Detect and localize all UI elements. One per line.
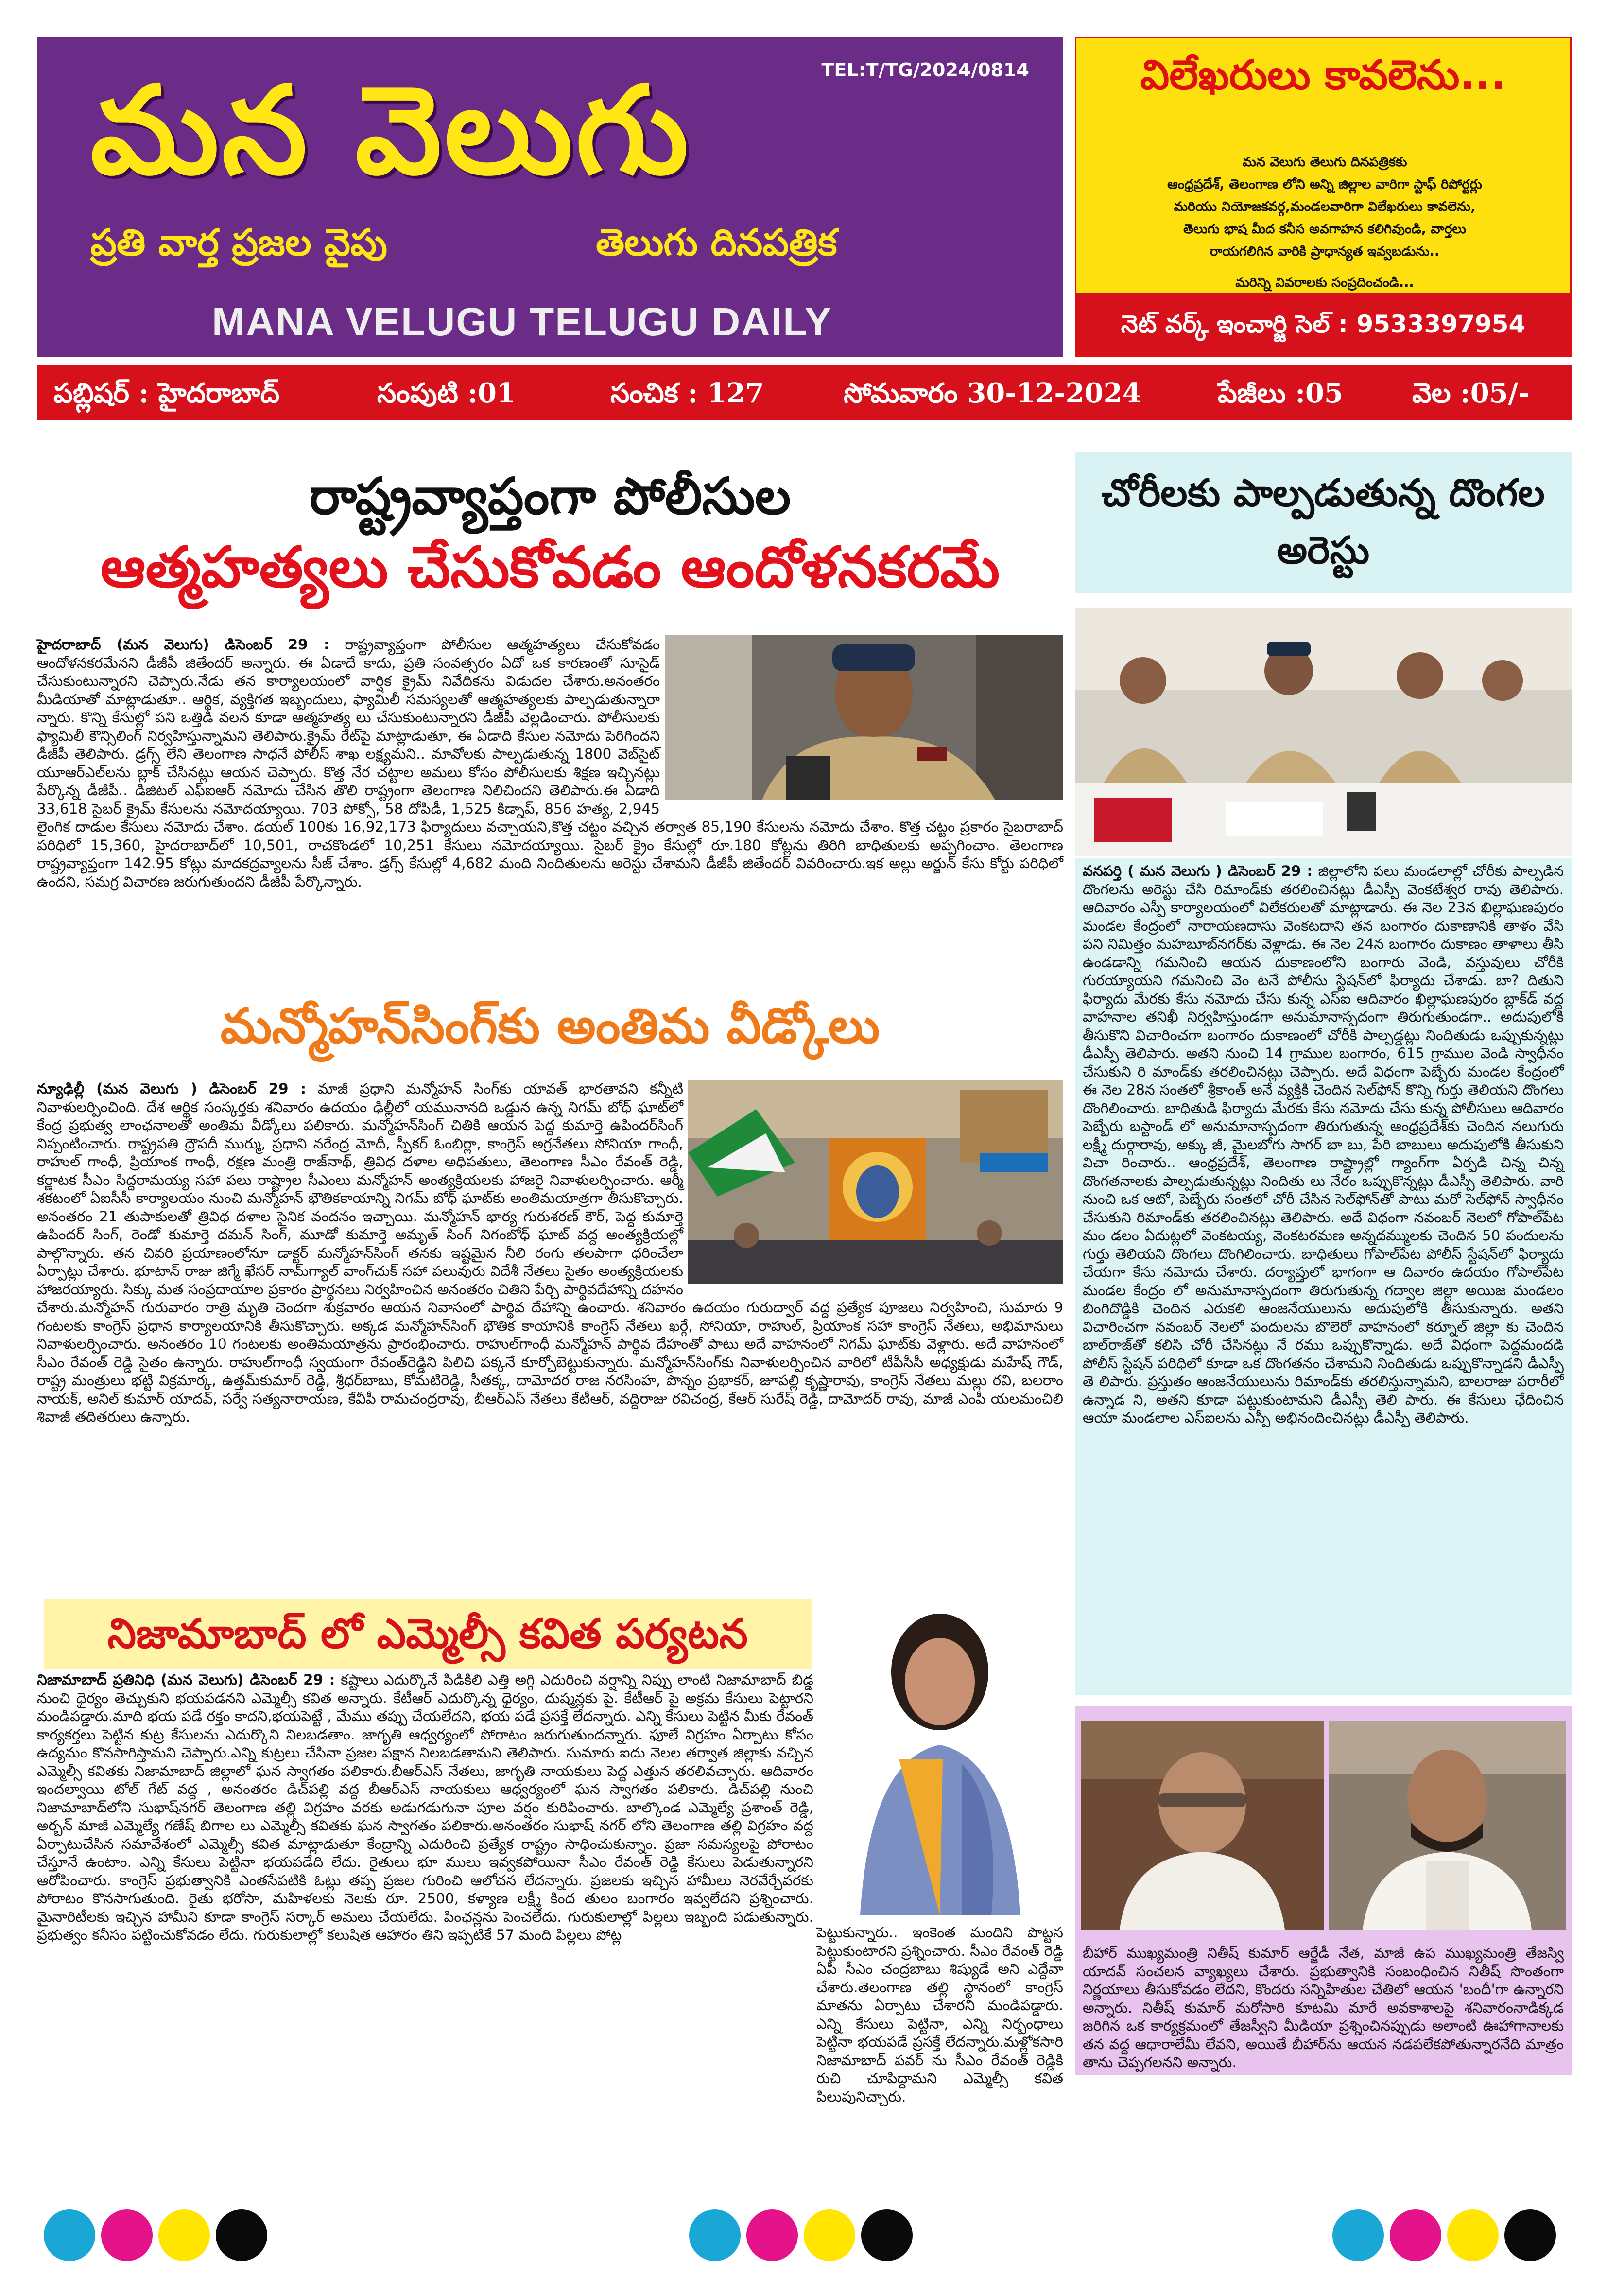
issue-number: సంచిక : 127 (610, 377, 764, 409)
ad-line: తెలుగు భాష మీద కనీస అవగాహన కలిగివుండి, వార్తలు (1183, 222, 1467, 237)
right-story1-body (1075, 858, 1572, 1695)
recruitment-ad (1075, 37, 1572, 357)
photo-spacer (683, 1080, 1063, 1287)
issue-info-bar (37, 365, 1572, 420)
ad-line: ఆంధ్రప్రదేశ్, తెలంగాణ లోని అన్ని జిల్లాల వారిగా స్టాఫ్ రిపోర్టర్లు (1167, 177, 1482, 192)
newspaper-tagline: ప్రతి వార్త ప్రజల వైపు (90, 221, 387, 264)
right-story2-body: బీహార్ ముఖ్యమంత్రి నితీష్ కుమార్ ఆర్జేడీ నేత, మాజీ ఉప ముఖ్యమంత్రి తేజస్వి యాదవ్ సంచలన వ్యాఖ్యలు చేశారు. ప్రభుత్వానికి సంబంధించిన నితీష్ సొంతంగా నిర్ణయాలు తీసుకోవడం లేదని, కొందరు సన్నిహితుల చేతిలో ఆయన 'బందీ'గా ఉన్నారని అన్నారు. నితీష్ కుమార్ మరోసారి కూటమి మారే అవకాశాలపై శనివారంనాడిక్కడ జరిగిన ఒక కార్యక్రమంలో తేజస్వీని మీడియా ప్రశ్నించినప్పుడు అలాంటి ఊహాగానాలకు తన వద్ద ఆధారాలేమీ లేవని, అయితే బీహార్‌ను ఆయన నడపలేకపోతున్నారనేది మాత్రం తాను చెప్పగలనని అన్నారు. (1083, 1945, 1564, 2070)
newspaper-title-telugu: మన వెలుగు (90, 60, 691, 201)
registration-mark-magenta (746, 2209, 798, 2261)
issue-date: సోమవారం 30-12-2024 (844, 377, 1141, 409)
story1-body (37, 636, 1063, 986)
right-story2-photo-nitish-kumar (1081, 1721, 1324, 1930)
registration-mark-cyan (44, 2209, 95, 2261)
volume: సంపుటి :01 (377, 377, 516, 409)
story3-text: కష్టాలు ఎదుర్కొనే పిడికిలి ఎత్తి అగ్గి ఎదురించి వర్షాన్ని నిప్పు లాంటి నిజామాబాద్ బిడ్డ నుంచి ధైర్యం తెచ్చుకుని భయపడనని ఎమ్మెల్సీ కవిత అన్నారు. కేటీఆర్ ఎదుర్కొన్న ధైర్యం, దుష్మన్లకు పై. కేటీఆర్ పై అక్రమ కేసులు పెట్టారని మండిపడ్డారు.మాది భయ పడే రక్తం కాదని,భయపెట్టే , మేము తప్పు చేయలేదని, భయ పడే ప్రసక్తే లేదన్నారు. ఎన్ని కేసులు పెట్టిన మీకు రేవంత్ కార్యకర్తలు పెట్టిన కుట్ర కేసులను ఎదుర్కొని నిలబడతాం. జాగృతి ఆధ్వర్యంలో పోరాటం జరుగుతుందన్నారు. ఫూలే విగ్రహం ఏర్పాటు కోసం ఉద్యమం కొనసాగిస్తామని చెప్పారు.ఎన్ని కుట్రలు చేసినా ప్రజల పక్షాన నిలబడతామని తెలిపారు. సుమారు ఐదు నెలల తర్వాత జిల్లాకు వచ్చిన ఎమ్మెల్సీ కవితకు నిజామాబాద్ జిల్లాలో ఘన స్వాగతం పలికారు.బీఆర్ఎస్ నేతలు, జాగృతి నాయకులు పెద్ద ఎత్తున తరలివచ్చారు. ఆదివారం ఇందల్వాయి టోల్ గేట్ వద్ద , అనంతరం డిచ్‌పల్లి వద్ద బీఆర్ఎస్ నాయకులు ఆధ్వర్యంలో ఘన స్వాగతం పలికారు. డిచ్‌పల్లి నుంచి నిజామాబాద్‌లోని సుభాష్‌నగర్ తెలంగాణ తల్లి విగ్రహం వరకు అడుగడుగునా పూల వర్షం కురిపించారు. బాల్కొండ ఎమ్మెల్యే ప్రశాంత్ రెడ్డి, అర్బన్ మాజీ ఎమ్మెల్యే గణేష్ బిగాల లు ఎమ్మెల్సీ కవితకు ఘన స్వాగతం పలికారు.అనంతరం సుభాష్ నగర్ లోని తెలంగాణ తల్లి విగ్రహం వద్ద ఏర్పాటుచేసిన సమావేశంలో ఎమ్మెల్సీ కవిత మాట్లాడుతూ కేంద్రాన్ని ఎదురించి ప్రత్యేక రాష్ట్రం సాధించుకున్నాం. ప్రజా సమస్యలపై పోరాటం చేస్తూనే ఉంటాం. ఎన్ని కేసులు పెట్టినా భయపడేది లేదు. రైతులు భూ ములు ఇవ్వకపోయినా సీఎం రేవంత్ రెడ్డి కేసులు పెడుతున్నారని ఆరోపించారు. కాంగ్రెస్ ప్రభుత్వానికి ఎంతసేపటికి ఓట్లు తప్ప ప్రజల గురించి ఆలోచన లేదన్నారు. ప్రజలకు ఇచ్చిన హామీలు నెరవేర్చేవరకు పోరాటం కొనసాగుతుంది. రైతు భరోసా, మహిళలకు నెలకు రూ. 2500, కళ్యాణ లక్ష్మీ కింద తులం బంగారం ఇవ్వలేదని ప్రశ్నించారు. మైనారిటీలకు ఇచ్చిన హామీని కూడా కాంగ్రెస్ సర్కార్ అమలు చేయలేదు. పింఛన్లను పెంచలేదు. గురుకులాల్లో పిల్లలు ఇబ్బంది పడుతున్నారు. ప్రభుత్వం కనీసం పట్టించుకోవడం లేదు. గురుకులాల్లో కలుషిత ఆహారం తిని ఇప్పటికే 57 మంది పిల్లలు పోట్ల (37, 1671, 813, 1943)
registration-mark-cyan (689, 2209, 741, 2261)
ad-body (1091, 151, 1558, 294)
registration-mark-black (861, 2209, 913, 2261)
story1-headline-line1: రాష్ట్రవ్యాప్తంగా పోలీసుల (309, 467, 791, 526)
photo-spacer (660, 636, 1063, 804)
registration-mark-cyan (1332, 2209, 1384, 2261)
price: వెల :05/- (1412, 377, 1530, 409)
ad-heading: విలేఖరులు కావలెను... (1076, 38, 1570, 111)
ad-line: మన వెలుగు తెలుగు దినపత్రికకు (1242, 155, 1407, 170)
page-count: పేజీలు :05 (1218, 377, 1343, 409)
registration-mark-yellow (804, 2209, 855, 2261)
story3-headline: నిజామాబాద్ లో ఎమ్మెల్సీ కవిత పర్యటన (107, 1610, 748, 1657)
story2-dateline: న్యూఢిల్లీ (మన వెలుగు ) డిసెంబర్ 29 : (37, 1080, 307, 1097)
newspaper-title-english: MANA VELUGU TELUGU DAILY (212, 300, 832, 344)
story1-text: రాష్ట్రవ్యాప్తంగా పోలీసుల ఆత్మహత్యలు చేసుకోవడం ఆందోళనకరమేనని డీజీపీ జితేందర్ అన్నారు. ఈ ఏడాదే కాదు, ప్రతి సంవత్సరం ఏదో ఒక కారణంతో సూసైడ్ చేసుకుంటున్నారని చెప్పారు.నేడు తన కార్యాలయంలో వార్షిక క్రైమ్ నివేదికను విడుదల చేశారు.అనంతరం మీడియాతో మాట్లాడుతూ.. ఆర్థిక, వ్యక్తిగత ఇబ్బందులు, ఫ్యామిలీ సమస్యలతో ఆత్మహత్యలకు పాల్పడుతున్నారా న్నారు. కొన్ని కేసుల్లో పని ఒత్తిడి వలన కూడా ఆత్మహత్య లు చేసుకుంటున్నారని డీజీపీ వెల్లడించారు. పోలీసులకు ఫ్యామిలీ కౌన్సిలింగ్ నిర్వహిస్తున్నామని తెలిపారు.క్రైమ్ రేట్‌పై మాట్లాడుతూ, ఈ ఏడాది కేసుల నమోదు పెరిగిందని డీజీపీ తెలిపారు. డ్రగ్స్ లేని తెలంగాణ సాధనే పోలీస్ శాఖ లక్ష్యమని.. మావోలకు పాల్పడుతున్న 1800 వెబ్‌సైట్ యూఆర్‌ఎల్‌లను బ్లాక్ చేసినట్లు ఆయన చెప్పారు. కొత్త నేర చట్టాల అమలు కోసం పోలీసులకు శిక్షణ ఇచ్చినట్లు పేర్కొన్న డీజీపీ.. డిజిటల్ ఎఫ్ఐఆర్ నమోదు చేసిన తొలి రాష్ట్రంగా తెలంగాణ నిలిచిందని తెలిపారు.ఈ ఏడాది 33,618 సైబర్ క్రైమ్ కేసులను నమోదయ్యాయి. 703 పోక్సో, 58 దోపిడీ, 1,525 కిడ్నాప్, 856 హత్య, 2,945 లైంగిక దాడుల కేసులు నమోదు చేశాం. డయల్ 100కు 16,92,173 ఫిర్యాదులు వచ్చాయని,కొత్త చట్టం వచ్చిన తర్వాత 85,190 కేసులను నమోదు చేశాం. కొత్త చట్టం ప్రకారం సైబరాబాద్ పరిధిలో 15,360, హైదరాబాద్‌లో 10,501, రాచకొండలో 10,251 కేసులు నమోదయ్యాయి. సైబర్ క్రైం కేసుల్లో రూ.180 కోట్లను తిరిగి బాధితులకు అప్పగించాం. తెలంగాణ రాష్ట్రవ్యాప్తంగా 142.95 కోట్లు మాదకద్రవ్యాలను సీజ్ చేశాం. డ్రగ్స్ కేసుల్లో 4,682 మంది నిందితులను అరెస్టు చేశామని డీజీపీ జితేందర్ వివరించారు.ఇక అల్లు అర్జున్ కేసు కోర్టు పరిధిలో ఉందని, సమగ్ర విచారణ జరుగుతుందని డీజీపీ పేర్కొన్నారు. (37, 636, 1063, 890)
story2-headline: మన్మోహన్‌సింగ్‌కు అంతిమ వీడ్కోలు (220, 997, 880, 1054)
story2-text: మాజీ ప్రధాని మన్మోహన్ సింగ్‌కు యావత్ భారతావని కన్నీటి నివాళులర్పించింది. దేశ ఆర్థిక సంస్కర్తకు శనివారం ఉదయం ఢిల్లీలో యమునానది ఒడ్డున ఉన్న నిగమ్ బోధ్ ఘాట్‌లో కేంద్ర ప్రభుత్వ లాంఛనాలతో అంతిమ వీడ్కోలు పలికారు. మన్మోహన్‌సింగ్ చితికి ఆయన పెద్ద కుమార్తె ఉపిందర్‌సింగ్ నిప్పంటించారు. రాష్ట్రపతి ద్రౌపదీ ముర్ము, ప్రధాని నరేంద్ర మోదీ, స్పీకర్ ఓంబిర్లా, కాంగ్రెస్ అగ్రనేతలు సోనియా గాంధీ, రాహుల్ గాంధీ, ప్రియాంక గాంధీ, రక్షణ మంత్రి రాజ్‌నాథ్, త్రివిధ దళాల అధిపతులు, తెలంగాణ సీఎం రేవంత్ రెడ్డి, కర్ణాటక సీఎం సిద్దరామయ్య సహా పలు రాష్ట్రాల సీఎంలు మన్మోహన్ అంత్యక్రియలకు హాజరై నివాళులర్పించారు. ఆర్మీ శకటంలో ఏఐసీసీ కార్యాలయం నుంచి మన్మోహన్ భౌతికకాయాన్ని నిగమ్ బోధ్ ఘాట్‌కు అంతిమయాత్రగా తీసుకొచ్చారు. అనంతరం 21 తుపాకులతో త్రివిధ దళాల సైనిక వందనం ఇచ్చాయి. మన్మోహన్ భార్య గురుశరణ్ కౌర్, పెద్ద కుమార్తె ఉపిందర్ సింగ్, రెండో కుమార్తె దమన్ సింగ్, మూడో కుమార్తె అమృత్ సింగ్ నిగంబోధ్ ఘాట్ వద్ద అంత్యక్రియల్లో పాల్గొన్నారు. తన చివరి ప్రయాణంలోనూ డాక్టర్ మన్మోహన్‌సింగ్ తనకు ఇష్టమైన నీలి రంగు తలపాగా ధరించేలా ఏర్పాట్లు చేశారు. భూటాన్ రాజు జిగ్మే ఖేసర్ నామ్‌గ్యాల్ వాంగ్‌చుక్ సహా పలువురు విదేశీ నేతలు సైతం అంత్యక్రియలకు హాజరయ్యారు. సిక్కు మత సంప్రదాయాల ప్రకారం ప్రార్థనలు నిర్వహించిన అనంతరం చితిని పేర్చి పార్థివదేహాన్ని దహనం చేశారు.మన్మోహన్ గురువారం రాత్రి మృతి చెందగా శుక్రవారం ఆయన నివాసంలో పార్థివ దేహాన్ని ఉంచారు. శనివారం ఉదయం గురుద్వార్ వద్ద ప్రత్యేక పూజలు నిర్వహించి, సుమారు 9 గంటలకు కాంగ్రెస్ ప్రధాన కార్యాలయానికి తీసుకొచ్చారు. అక్కడ మన్మోహన్‌సింగ్ భౌతిక కాయానికి కాంగ్రెస్ నేతలు ఖర్గే, సోనియా, రాహుల్, ప్రియాంక సహా కాంగ్రెస్ నేతలు, అభిమానులు నివాళులర్పించారు. అనంతరం 10 గంటలకు అంతిమయాత్రను ప్రారంభించారు. రాహుల్‌గాంధీ మన్మోహన్ పార్థివ దేహంతో పాటు అదే వాహనంలో నిగమ్ ఘాట్‌కు వెళ్లారు. అదే వాహనంలో సీఎం రేవంత్ రెడ్డి సైతం ఉన్నారు. రాహుల్‌గాంధీ స్వయంగా రేవంత్‌రెడ్డిని పిలిచి పక్కనే కూర్చోబెట్టుకున్నారు. మన్మోహన్‌సింగ్‌కు నివాళులర్పించిన వారిలో టీపీసీసీ అధ్యక్షుడు మహేష్ గౌడ్, రాష్ట్ర మంత్రులు భట్టి విక్రమార్క, ఉత్తమ్‌కుమార్ రెడ్డి, శ్రీధర్‌బాబు, కోమటిరెడ్డి, సీతక్క, దామోదర రాజ నరసింహ, పొన్నం ప్రభాకర్, జూపల్లి కృష్ణారావు, కాంగ్రెస్ నేతలు మల్లు రవి, బలరాం నాయక్, అనిల్ కుమార్ యాదవ్, సర్వే సత్యనారాయణ, కేవీపీ రామచంద్రరావు, బీఆర్ఎస్ నేతలు కేటీఆర్, వద్దిరాజు రవిచంద్ర, కేఆర్ సురేష్ రెడ్డి, దామోదర్ రావు, మాజీ ఎంపీ యలమంచిలి శివాజీ తదితరులు ఉన్నారు. (37, 1080, 1063, 1425)
ad-line: మరియు నియోజకవర్గ,మండలవారిగా విలేఖరులు కావలెను, (1174, 199, 1476, 214)
story1-headline-line2: ఆత్మహత్యలు చేసుకోవడం ఆందోళనకరమే (100, 535, 1000, 600)
story2-body (37, 1080, 1063, 1569)
story1-dateline: హైదరాబాద్ (మన వెలుగు) డిసెంబర్ 29 : (37, 636, 329, 653)
right-story1-photo-press-meet (1075, 608, 1572, 856)
registration-mark-black (216, 2209, 267, 2261)
registration-mark-yellow (1447, 2209, 1499, 2261)
right-story2-photo-tejashwi-yadav (1329, 1721, 1566, 1930)
registration-mark-magenta (101, 2209, 153, 2261)
right-story1-dateline: వనపర్తి ( మన వెలుగు ) డిసెంబర్ 29 : (1083, 863, 1313, 879)
registration-mark-black (1504, 2209, 1556, 2261)
right-story1-text: జిల్లాలోని పలు మండలాల్లో చోరీకు పాల్పడిన దొంగలను అరెస్టు చేసి రిమాండ్‌కు తరలించినట్లు డీఎస్పీ వెంకటేశ్వర రావు తెలిపారు. ఆదివారం ఎస్పీ కార్యాలయంలో విలేకరులతో మాట్లాడారు. ఈ నెల 23న ఖిల్లాఘణపురం మండల కేంద్రంలో నారాయణదాసు వెంకటదాని తన బంగారం దుకాణానికి తాళం వేసి పని నిమిత్తం మహబూబ్‌నగర్‌కు వెళ్లాడు. ఈ నెల 24న బంగారం దుకాణం తాళాలు తీసి ఉండడాన్ని గమనించి ఆయన దుకాణంలోని బంగారు వెండి, వస్తువులు చోరీకి గురయ్యాయని గమనించి వెం టనే పోలీసు స్టేషన్‌లో ఫిర్యాదు చేశాడు. బా? దితుని ఫిర్యాదు మేరకు కేసు నమోదు చేసు కున్న ఎస్ఐ ఆదివారం ఖిల్లాఘణపురం బ్లాక్‌డ్ వద్ద వాహనాల తనిఖీ నిర్వహిస్తుండగా అనుమానాస్పదంగా తిరుగుతుండగా.. అదుపులోకి తీసుకొని విచారించగా బంగారం దుకాణంలో చోరీకి పాల్పడ్డట్లు నిందితుడు ఒప్పుకున్నట్లు డీఎస్పీ తెలిపారు. అతని నుంచి 14 గ్రాముల బంగారం, 615 గ్రాముల వెండి స్వాధీనం చేసుకుని రి మాండ్‌కు తరలించినట్లు చెప్పారు. అదే విధంగా పెబ్బేరు మండల కేంద్రంలో ఈ నెల 28న సంతలో శ్రీకాంత్ అనే వ్యక్తికి చెందిన సెల్‌ఫోన్ కొన్ని గుర్తు తెలియని దొంగలు దొంగిలించారు. బాధితుడి ఫిర్యాదు మేరకు కేసు నమోదు చేసు కున్న పోలీసులు ఆదివారం పెబ్బేరు బస్టాండ్ లో అనుమానాస్పదంగా తిరుగుతున్న ఆంధ్రప్రదేశ్‌కు చెందిన నలుగురు లక్ష్మీ దుర్గారావు, అక్కు జీ, మైలబోగు సాగర్ బా బు, పేరి బాబులు అదుపులోకి తీసుకుని విచా రించారు.. ఆంధ్రప్రదేశ్, తెలంగాణ రాష్ట్రాల్లో గ్యాంగ్‌గా ఏర్పడి చిన్న చిన్న దొంగతనాలకు పాల్పడుతున్నట్లు నిందితు లు నేరం ఒప్పుకొన్నట్లు డీఎస్పీ తెలిపారు. వారి నుంచి ఒక ఆటో, పెబ్బేరు సంతలో చోరీ చేసిన సెల్‌ఫోన్‌తో పాటు మరో సెల్‌ఫోన్ స్వాధీనం చేసుకుని రిమాండ్‌కు తరలించినట్లు తెలిపారు. అదే విధంగా నవంబర్ నెలలో గోపాల్‌పేట మం డలం ఏదుట్లలో వెంకటయ్య, వెంకటరమణ అన్నదమ్ములకు చెందిన 50 పందులను గుర్తు తెలియని దొంగలు దొంగిలించారు. బాధితులు గోపాల్‌పేట పోలీస్ స్టేషన్‌లో ఫిర్యాదు చేయగా కేసు నమోదు చేశారు. దర్యాప్తులో భాగంగా ఆ దివారం ఉదయం గోపాల్‌పేట మండల కేంద్రం లో అనుమానాస్పదంగా తిరుగుతున్న గద్వాల జిల్లా అయిజ మండలం బింగిదొడ్డికి చెందిన ఎరుకలి ఆంజనేయులును అదుపులోకి తీసుకున్నారు. అతని విచారించగా నవంబర్ నెలలో పందులను బొలెరో వాహనంలో కర్నూల్ జిల్లా కు చెందిన బాల్‌రాజ్‌తో కలిసి చోరీ చేసినట్లు నే రము ఒప్పుకొన్నాడు. అదే విధంగా పెద్దమందడి పోలీస్ స్టేషన్ పరిధిలో కూడా ఒక దొంగతనం చేశామని నిందితుడు ఒప్పుకొన్నాడని డీఎస్పీ తె లిపారు. ప్రస్తుతం ఆంజనేయులును రిమాండ్‌కు తరలిస్తున్నామని, బాలరాజు పరారీలో ఉన్నాడ ని, అతని కూడా పట్టుకుంటామని డీఎస్పీ తెలి పారు. ఈ కేసులు ఛేదించిన ఆయా మండలాల ఎస్ఐలను ఎస్పీ అభినందించినట్లు డీఎస్పీ తెలిపారు. (1083, 863, 1564, 1426)
masthead (37, 37, 1063, 357)
ad-more-info: మరిన్ని వివరాలకు సంప్రదించండి... (1235, 275, 1414, 290)
telugu-daily-label: తెలుగు దినపత్రిక (596, 221, 837, 264)
right-story1-headline: చోరీలకు పాల్పడుతున్న దొంగల అరెస్టు (1102, 471, 1545, 573)
registration-mark-magenta (1390, 2209, 1441, 2261)
registration-mark-yellow (158, 2209, 210, 2261)
ad-contact-number: నెట్ వర్క్ ఇంచార్జి సెల్ : 9533397954 (1076, 293, 1570, 355)
ad-line: రాయగలిగిన వారికి ప్రాధాన్యత ఇవ్వబడును.. (1210, 244, 1440, 259)
publisher: పబ్లిషర్ : హైదరాబాద్ (53, 377, 280, 409)
story3-dateline: నిజామాబాద్ ప్రతినిధి (మన వెలుగు) డిసెంబర్ 29 : (37, 1671, 335, 1688)
story3-continued: పెట్టుకున్నారు.. ఇంకెంత మందిని పొట్టన పెట్టుకుంటారని ప్రశ్నించారు. సీఎం రేవంత్ రెడ్డి ఏపీ సీఎం చంద్రబాబు శిష్యుడే అని ఎద్దేవా చేశారు.తెలంగాణ తల్లి స్థానంలో కాంగ్రెస్ మాతను ఏర్పాటు చేశారని మండిపడ్డారు. ఎన్ని కేసులు పెట్టినా, ఎన్ని నిర్బంధాలు పెట్టినా భయపడే ప్రసక్తే లేదన్నారు.మళ్లోకసారి నిజామాబాద్ పవర్ ను సీఎం రేవంత్ రెడ్డికి రుచి చూపిద్దామని ఎమ్మెల్సీ కవిత పిలుపునిచ్చారు. (816, 1924, 1063, 2105)
registration-number: TEL:T/TG/2024/0814 (821, 59, 1029, 81)
